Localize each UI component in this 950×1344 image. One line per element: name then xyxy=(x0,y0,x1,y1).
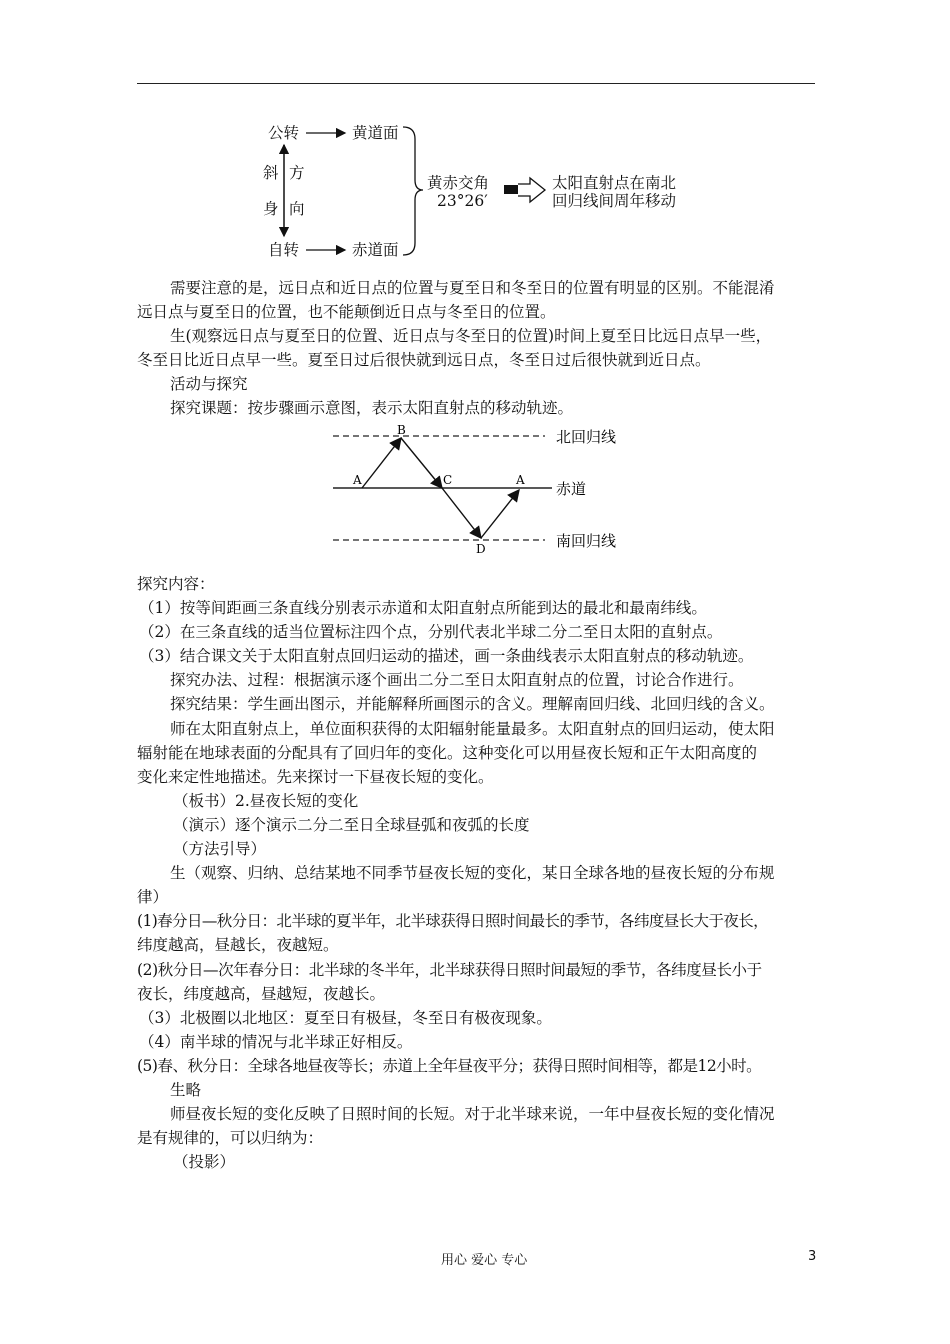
text-line: 冬至日比近日点早一些。夏至日过后很快就到远日点，冬至日过后很快就到近日点。 xyxy=(137,351,711,370)
list-item: （1）按等间距画三条直线分别表示赤道和太阳直射点所能到达的最北和最南纬线。 xyxy=(139,599,707,618)
point-a2-label: A xyxy=(516,473,525,487)
text-line: 师在太阳直射点上，单位面积获得的太阳辐射能量最多。太阳直射点的回归运动，使太阳 xyxy=(170,719,775,738)
paragraph-block-2 xyxy=(137,572,817,1174)
text-line: 变化来定性地描述。先来探讨一下昼夜长短的变化。 xyxy=(137,767,494,786)
point-d-label: D xyxy=(476,542,486,556)
list-item: （3）北极圈以北地区：夏至日有极昼，冬至日有极夜现象。 xyxy=(139,1008,552,1027)
result-line-1: 太阳直射点在南北 xyxy=(552,174,677,192)
oblique-char-2: 身 xyxy=(263,200,279,218)
text-line: （板书）2.昼夜长短的变化 xyxy=(173,791,359,810)
rotation-label: 自转 xyxy=(268,241,300,259)
text-line: 纬度越高，昼越长，夜越短。 xyxy=(137,936,339,955)
equator-label: 赤道 xyxy=(556,480,587,498)
text-line: 生略 xyxy=(170,1080,202,1099)
text-line: 探究内容： xyxy=(137,575,215,593)
point-a-label: A xyxy=(353,473,362,487)
equatorial-plane-label: 赤道面 xyxy=(352,241,399,259)
obliquity-label: 黄赤交角 xyxy=(427,174,490,192)
text-line: （投影） xyxy=(173,1153,236,1172)
text-line: 远日点与夏至日的位置，也不能颠倒近日点与冬至日的位置。 xyxy=(137,303,556,322)
ecliptic-label: 黄道面 xyxy=(352,124,399,142)
text-line: 探究课题：按步骤画示意图，表示太阳直射点的移动轨迹。 xyxy=(170,399,574,418)
point-b-label: B xyxy=(397,423,406,437)
text-line: 生(观察远日点与夏至日的位置、近日点与冬至日的位置)时间上夏至日比远日点早一些， xyxy=(170,327,772,346)
list-item: (2)秋分日—次年春分日：北半球的冬半年，北半球获得日照时间最短的季节，各纬度昼长小于 xyxy=(137,960,762,979)
direction-char-2: 向 xyxy=(289,200,305,218)
text-line: 辐射能在地球表面的分配具有了回归年的变化。这种变化可以用昼夜长短和正午太阳高度的 xyxy=(137,743,758,762)
text-line: （方法引导） xyxy=(173,840,267,859)
text-line: 生（观察、归纳、总结某地不同季节昼夜长短的变化，某日全球各地的昼夜长短的分布规 xyxy=(170,864,775,883)
text-line: 探究结果：学生画出图示，并能解释所画图示的含义。理解南回归线、北回归线的含义。 xyxy=(170,695,775,714)
oblique-char-1: 斜 xyxy=(263,164,279,182)
tropic-of-capricorn-label: 南回归线 xyxy=(556,532,617,550)
direction-char-1: 方 xyxy=(289,164,305,182)
subsolar-point-diagram xyxy=(0,0,950,580)
text-line: 师昼夜长短的变化反映了日照时间的长短。对于北半球来说，一年中昼夜长短的变化情况 xyxy=(170,1105,775,1124)
list-item: （2）在三条直线的适当位置标注四个点，分别代表北半球二分二至日太阳的直射点。 xyxy=(139,623,723,642)
text-line: 夜长，纬度越高，昼越短，夜越长。 xyxy=(137,984,386,1003)
point-c-label: C xyxy=(443,473,453,487)
text-line: 探究办法、过程：根据演示逐个画出二分二至日太阳直射点的位置，讨论合作进行。 xyxy=(170,671,744,690)
obliquity-value: 23°26′ xyxy=(437,192,488,210)
text-line: 需要注意的是，远日点和近日点的位置与夏至日和冬至日的位置有明显的区别。不能混淆 xyxy=(170,279,775,297)
path-d-to-a xyxy=(481,490,519,538)
tropic-of-cancer-label: 北回归线 xyxy=(556,428,617,446)
list-item: （3）结合课文关于太阳直射点回归运动的描述，画一条曲线表示太阳直射点的移动轨迹。 xyxy=(139,647,754,666)
text-line: （演示）逐个演示二分二至日全球昼弧和夜弧的长度 xyxy=(173,815,530,834)
path-b-to-c xyxy=(401,438,442,488)
revolution-label: 公转 xyxy=(268,124,300,142)
path-a-to-b xyxy=(362,438,401,488)
list-item: (1)春分日—秋分日：北半球的夏半年，北半球获得日照时间最长的季节，各纬度昼长大于夜长， xyxy=(137,912,769,931)
result-line-2: 回归线间周年移动 xyxy=(552,192,677,210)
section-heading: 活动与探究 xyxy=(170,375,248,394)
text-line: 律） xyxy=(137,888,169,907)
page-number: 3 xyxy=(808,1249,817,1264)
path-c-to-d xyxy=(442,488,481,538)
list-item: （4）南半球的情况与北半球正好相反。 xyxy=(139,1032,413,1051)
list-item: (5)春、秋分日：全球各地昼夜等长；赤道上全年昼夜平分；获得日照时间相等，都是12小时。 xyxy=(137,1056,762,1075)
text-line: 是有规律的，可以归纳为： xyxy=(137,1129,324,1148)
footer-slogan: 用心 爱心 专心 xyxy=(441,1253,528,1268)
